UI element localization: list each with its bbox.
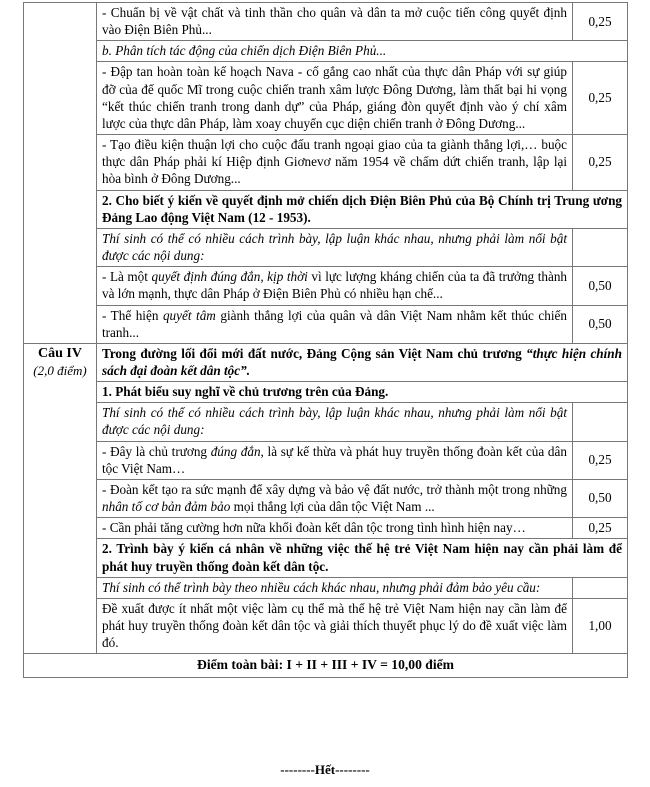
- table-row: [24, 441, 628, 479]
- score-cell: 0,25: [573, 62, 628, 135]
- end-of-document-mark: --------Hết--------: [280, 762, 370, 777]
- answer-content-cell: [97, 441, 573, 479]
- table-row: [24, 135, 628, 190]
- rubric-note-cell: [97, 577, 573, 598]
- score-cell: 1,00: [573, 598, 628, 653]
- answer-part-emphasis: nhân tố cơ bản đảm bảo: [102, 499, 231, 515]
- answer-key-table-body: [24, 3, 628, 678]
- answer-part: - Là một: [102, 269, 152, 285]
- table-row: [24, 598, 628, 653]
- table-row: [24, 305, 628, 343]
- table-row: [24, 577, 628, 598]
- question-number-label: Câu IV: [38, 345, 82, 361]
- sub-question-heading-cell: [97, 382, 628, 403]
- answer-part-emphasis: quyết định đúng đắn, kịp thời: [151, 269, 308, 285]
- question-statement-cell: [97, 343, 628, 381]
- answer-part-emphasis: quyết tâm: [162, 307, 216, 323]
- answer-text: - Đập tan hoàn toàn kế hoạch Nava - cố gắng cao nhất của thực dân Pháp với sự giúp đỡ của đế quốc Mĩ trong cuộc chiến tranh xâm lược Đông Dương, làm thất bại hi vọng “kết thúc chiến tranh trong danh dự” của Pháp, giáng đòn quyết định vào ý chí xâm lược của thực dân Pháp, làm xoay chuyển cục diện chiến tranh ở Đông Dương...: [102, 64, 567, 131]
- rubric-note-cell: [97, 403, 573, 441]
- score-cell: 0,25: [573, 441, 628, 479]
- rubric-note-text: Thí sinh có thể có nhiều cách trình bày, lập luận khác nhau, nhưng phải làm nổi bật được các nội dung:: [102, 405, 567, 438]
- answer-part: , là sự kế thừa và phát huy truyền thống đoàn kết của dân tộc Việt Nam…: [102, 443, 567, 476]
- score-cell: [573, 577, 628, 598]
- answer-part: vì lực lượng kháng chiến của ta đã trưởng thành và lớn mạnh, thực dân Pháp ở Điện Biên Phủ có nhiều hạn chế...: [102, 269, 568, 302]
- answer-content-cell: [97, 135, 573, 190]
- answer-text: - Chuẩn bị về vật chất và tinh thần cho quân và dân ta mở cuộc tiến công quyết định vào Điện Biên Phủ...: [102, 5, 567, 38]
- score-cell: 0,25: [573, 135, 628, 190]
- total-score-row: [24, 654, 628, 678]
- table-row: [24, 228, 628, 266]
- question-statement-text: Trong đường lối đổi mới đất nước, Đảng Cộng sản Việt Nam chủ trương: [102, 345, 527, 361]
- question-statement-quote: “thực hiện chính sách đại đoàn kết dân tộc”.: [102, 345, 622, 378]
- score-cell: [573, 228, 628, 266]
- rubric-note-text: Thí sinh có thể trình bày theo nhiều cách khác nhau, nhưng phải đảm bảo yêu cầu:: [102, 579, 541, 595]
- answer-content-cell: [97, 305, 573, 343]
- question-label-cell-empty: [24, 3, 97, 344]
- score-cell: 0,50: [573, 267, 628, 305]
- answer-part: - Đoàn kết tạo ra sức mạnh để xây dựng và bảo vệ đất nước, trở thành một trong những: [102, 481, 567, 497]
- answer-content-cell: [97, 267, 573, 305]
- table-row: [24, 343, 628, 381]
- sub-question-heading-cell: [97, 539, 628, 577]
- table-row: [24, 382, 628, 403]
- total-score-cell: Điểm toàn bài: I + II + III + IV = 10,00 điểm: [24, 654, 628, 678]
- sub-question-heading-text: 2. Cho biết ý kiến về quyết định mở chiến dịch Điện Biên Phủ của Bộ Chính trị Trung ương Đảng Lao động Việt Nam (12 - 1953).: [102, 192, 622, 225]
- score-cell: 0,50: [573, 305, 628, 343]
- answer-content-cell: [97, 518, 573, 539]
- question-points-label: (2,0 điểm): [33, 363, 87, 378]
- section-subheading-cell: [97, 41, 628, 62]
- rubric-note-cell: [97, 228, 573, 266]
- sub-question-heading-text: 1. Phát biểu suy nghĩ về chủ trương trên của Đảng.: [102, 384, 389, 400]
- question-label-cell-cau-iv: [24, 343, 97, 654]
- rubric-note-text: Thí sinh có thể có nhiều cách trình bày, lập luận khác nhau, nhưng phải làm nổi bật được các nội dung:: [102, 230, 567, 264]
- score-cell: 0,25: [573, 518, 628, 539]
- table-row: [24, 267, 628, 305]
- table-row: [24, 3, 628, 41]
- answer-content-cell: [97, 479, 573, 517]
- answer-part: giành thắng lợi của quân và dân Việt Nam nhằm kết thúc chiến tranh...: [102, 307, 567, 340]
- sub-question-heading-cell: [97, 190, 628, 228]
- answer-text: Đề xuất được ít nhất một việc làm cụ thể mà thế hệ trẻ Việt Nam hiện nay cần làm để phát huy truyền thống đoàn kết dân tộc và giải thích thuyết phục lý do đề xuất việc làm đó.: [102, 600, 567, 651]
- answer-part: - Đây là chủ trương: [102, 443, 211, 459]
- answer-text: - Tạo điều kiện thuận lợi cho cuộc đấu tranh ngoại giao của ta giành thắng lợi,… buộc thực dân Pháp phải kí Hiệp định Giơnevơ năm 1954 về chấm dứt chiến tranh, lập lại hòa bình ở Đông Dương...: [102, 137, 567, 187]
- score-cell: 0,50: [573, 479, 628, 517]
- answer-key-table: [23, 2, 628, 678]
- table-row: [24, 539, 628, 577]
- answer-part-emphasis: đúng đắn: [210, 443, 261, 459]
- table-row: [24, 518, 628, 539]
- table-row: [24, 190, 628, 228]
- table-row: [24, 62, 628, 135]
- score-cell: 0,25: [573, 3, 628, 41]
- answer-text: - Cần phải tăng cường hơn nữa khối đoàn kết dân tộc trong tình hình hiện nay…: [102, 520, 526, 536]
- sub-question-heading-text: 2. Trình bày ý kiến cá nhân về những việc thế hệ trẻ Việt Nam hiện nay cần phải làm để phát huy truyền thống đoàn kết dân tộc.: [102, 541, 622, 574]
- section-subheading-text: b. Phân tích tác động của chiến dịch Điện Biên Phủ...: [102, 43, 387, 59]
- answer-part: - Thể hiện: [102, 307, 163, 323]
- answer-content-cell: [97, 62, 573, 135]
- score-cell: [573, 403, 628, 441]
- table-row: [24, 403, 628, 441]
- table-row: [24, 479, 628, 517]
- table-row: [24, 41, 628, 62]
- answer-part: mọi thắng lợi của dân tộc Việt Nam ...: [230, 499, 435, 515]
- answer-content-cell: [97, 598, 573, 653]
- answer-content-cell: [97, 3, 573, 41]
